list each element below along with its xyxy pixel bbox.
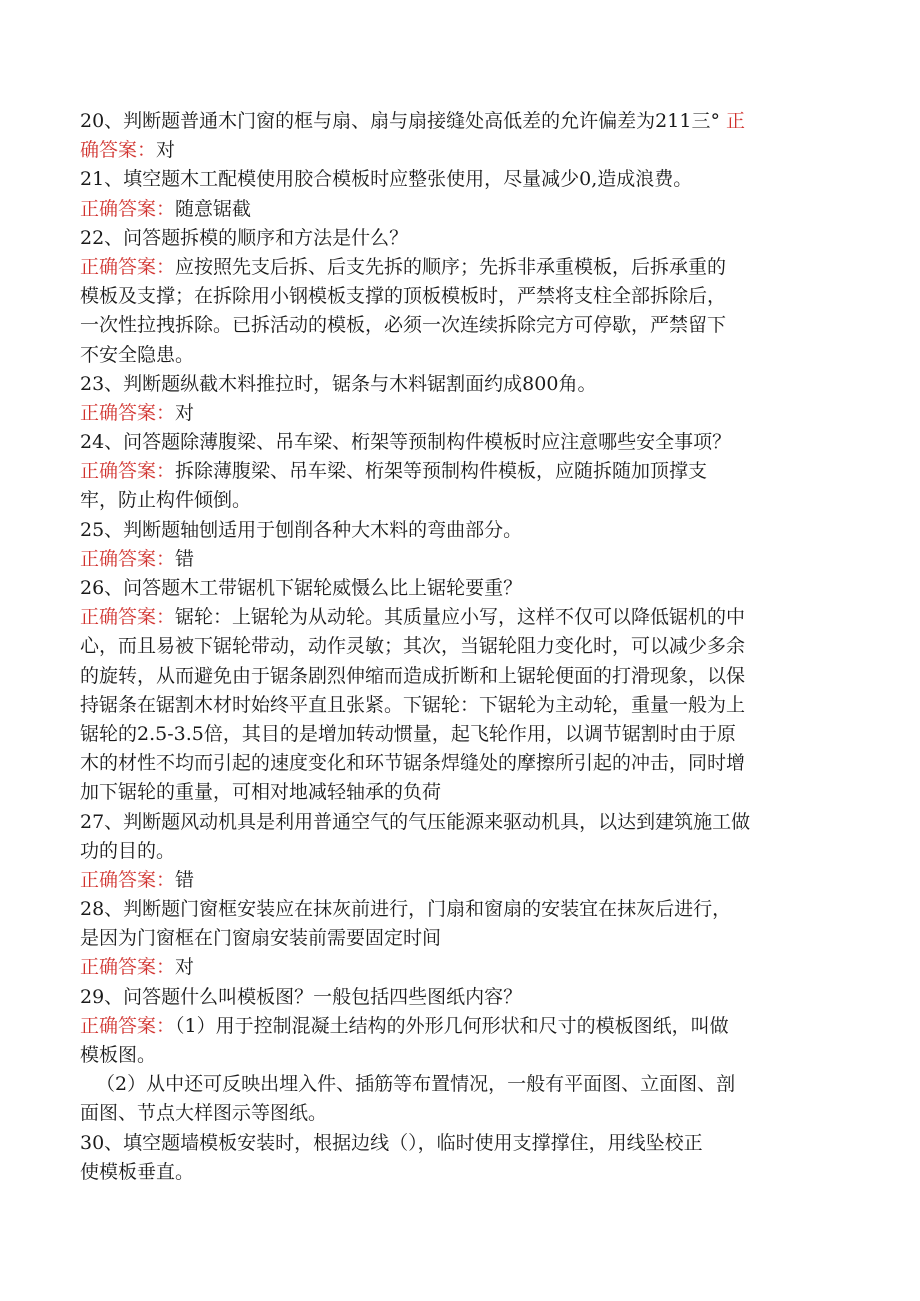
q29-answer-line-4: 面图、节点大样图示等图纸。 bbox=[80, 1102, 328, 1125]
q24-answer-line-2: 牢，防止构件倾倒。 bbox=[80, 489, 252, 512]
q20-line-1: 20、判断题普通木门窗的框与扇、扇与扇接缝处高低差的允许偏差为211三° 正 bbox=[80, 110, 746, 132]
q26-question: 26、问答题木工带锯机下锯轮威慑么比上锯轮要重？ bbox=[80, 577, 523, 599]
q25-answer: 正确答案：错 bbox=[80, 547, 195, 570]
q28-answer: 正确答案：对 bbox=[80, 956, 195, 979]
q29-answer-line-3: （2）从中还可反映出埋入件、插筋等布置情况，一般有平面图、立面图、剖 bbox=[96, 1073, 736, 1096]
q28-question-line-1: 28、判断题门窗框安装应在抹灰前进行，门扇和窗扇的安装宜在抹灰后进行， bbox=[80, 898, 732, 921]
q24-answer-line-1: 正确答案：拆除薄腹梁、吊车梁、桁架等预制构件模板，应随拆随加顶撑支 bbox=[80, 460, 708, 483]
q22-answer-line-1: 正确答案：应按照先支后拆、后支先拆的顺序；先拆非承重模板，后拆承重的 bbox=[80, 255, 727, 278]
q22-answer-line-4: 不安全隐患。 bbox=[80, 343, 195, 366]
q20-line-2: 确答案：对 bbox=[80, 139, 176, 162]
q29-question: 29、问答题什么叫模板图？一般包括四些图纸内容？ bbox=[80, 985, 523, 1008]
q28-question-line-2: 是因为门窗框在门窗扇安装前需要固定时间 bbox=[80, 927, 442, 950]
q29-answer-line-2: 模板图。 bbox=[80, 1044, 157, 1066]
q26-answer-line-6: 木的材性不均而引起的速度变化和环节锯条焊缝处的摩擦所引起的冲击，同时增 bbox=[80, 752, 746, 775]
q27-question-line-1: 27、判断题风动机具是利用普通空气的气压能源来驱动机具，以达到建筑施工做 bbox=[80, 810, 751, 833]
q21-answer: 正确答案：随意锯截 bbox=[80, 197, 252, 220]
q22-answer-line-2: 模板及支撑；在拆除用小钢模板支撑的顶板模板时，严禁将支柱全部拆除后， bbox=[80, 285, 727, 308]
q22-question: 22、问答题拆模的顺序和方法是什么？ bbox=[80, 226, 409, 249]
q26-answer-line-1: 正确答案：锯轮：上锯轮为从动轮。其质量应小写，这样不仅可以降低锯机的中 bbox=[80, 606, 746, 629]
q27-question-line-2: 功的目的。 bbox=[80, 839, 176, 862]
q30-question-line-2: 使模板垂直。 bbox=[80, 1160, 195, 1183]
q22-answer-line-3: 一次性拉拽拆除。已拆活动的模板，必须一次连续拆除完方可停歇，严禁留下 bbox=[80, 314, 727, 337]
q26-answer-line-5: 锯轮的2.5-3.5倍，其目的是增加转动惯量，起飞轮作用，以调节锯割时由于原 bbox=[80, 722, 736, 745]
q26-answer-line-7: 加下锯轮的重量，可相对地减轻轴承的负荷 bbox=[80, 781, 442, 804]
q26-answer-line-4: 持锯条在锯割木材时始终平直且张紧。下锯轮：下锯轮为主动轮，重量一般为上 bbox=[80, 693, 746, 716]
q21-question: 21、填空题木工配模使用胶合模板时应整张使用，尽量减少0,造成浪费。 bbox=[80, 168, 693, 191]
q26-answer-line-2: 心，而且易被下锯轮带动，动作灵敏；其次，当锯轮阻力变化时，可以减少多余 bbox=[80, 635, 746, 658]
q25-question: 25、判断题轴刨适用于刨削各种大木料的弯曲部分。 bbox=[80, 518, 523, 541]
q29-answer-line-1: 正确答案：（1）用于控制混凝土结构的外形几何形状和尺寸的模板图纸，叫做 bbox=[80, 1014, 729, 1037]
document-page bbox=[80, 107, 840, 1187]
q26-answer-line-3: 的旋转，从而避免由于锯条剧烈伸缩而造成折断和上锯轮便面的打滑现象，以保 bbox=[80, 664, 746, 687]
q30-question-line-1: 30、填空题墙模板安装时，根据边线（），临时使用支撑撑住，用线坠校正 bbox=[80, 1131, 703, 1154]
q27-answer: 正确答案：错 bbox=[80, 868, 195, 891]
q23-answer: 正确答案：对 bbox=[80, 401, 195, 424]
q23-question: 23、判断题纵截木料推拉时，锯条与木料锯割面约成800角。 bbox=[80, 372, 597, 395]
q24-question: 24、问答题除薄腹梁、吊车梁、桁架等预制构件模板时应注意哪些安全事项？ bbox=[80, 431, 732, 454]
